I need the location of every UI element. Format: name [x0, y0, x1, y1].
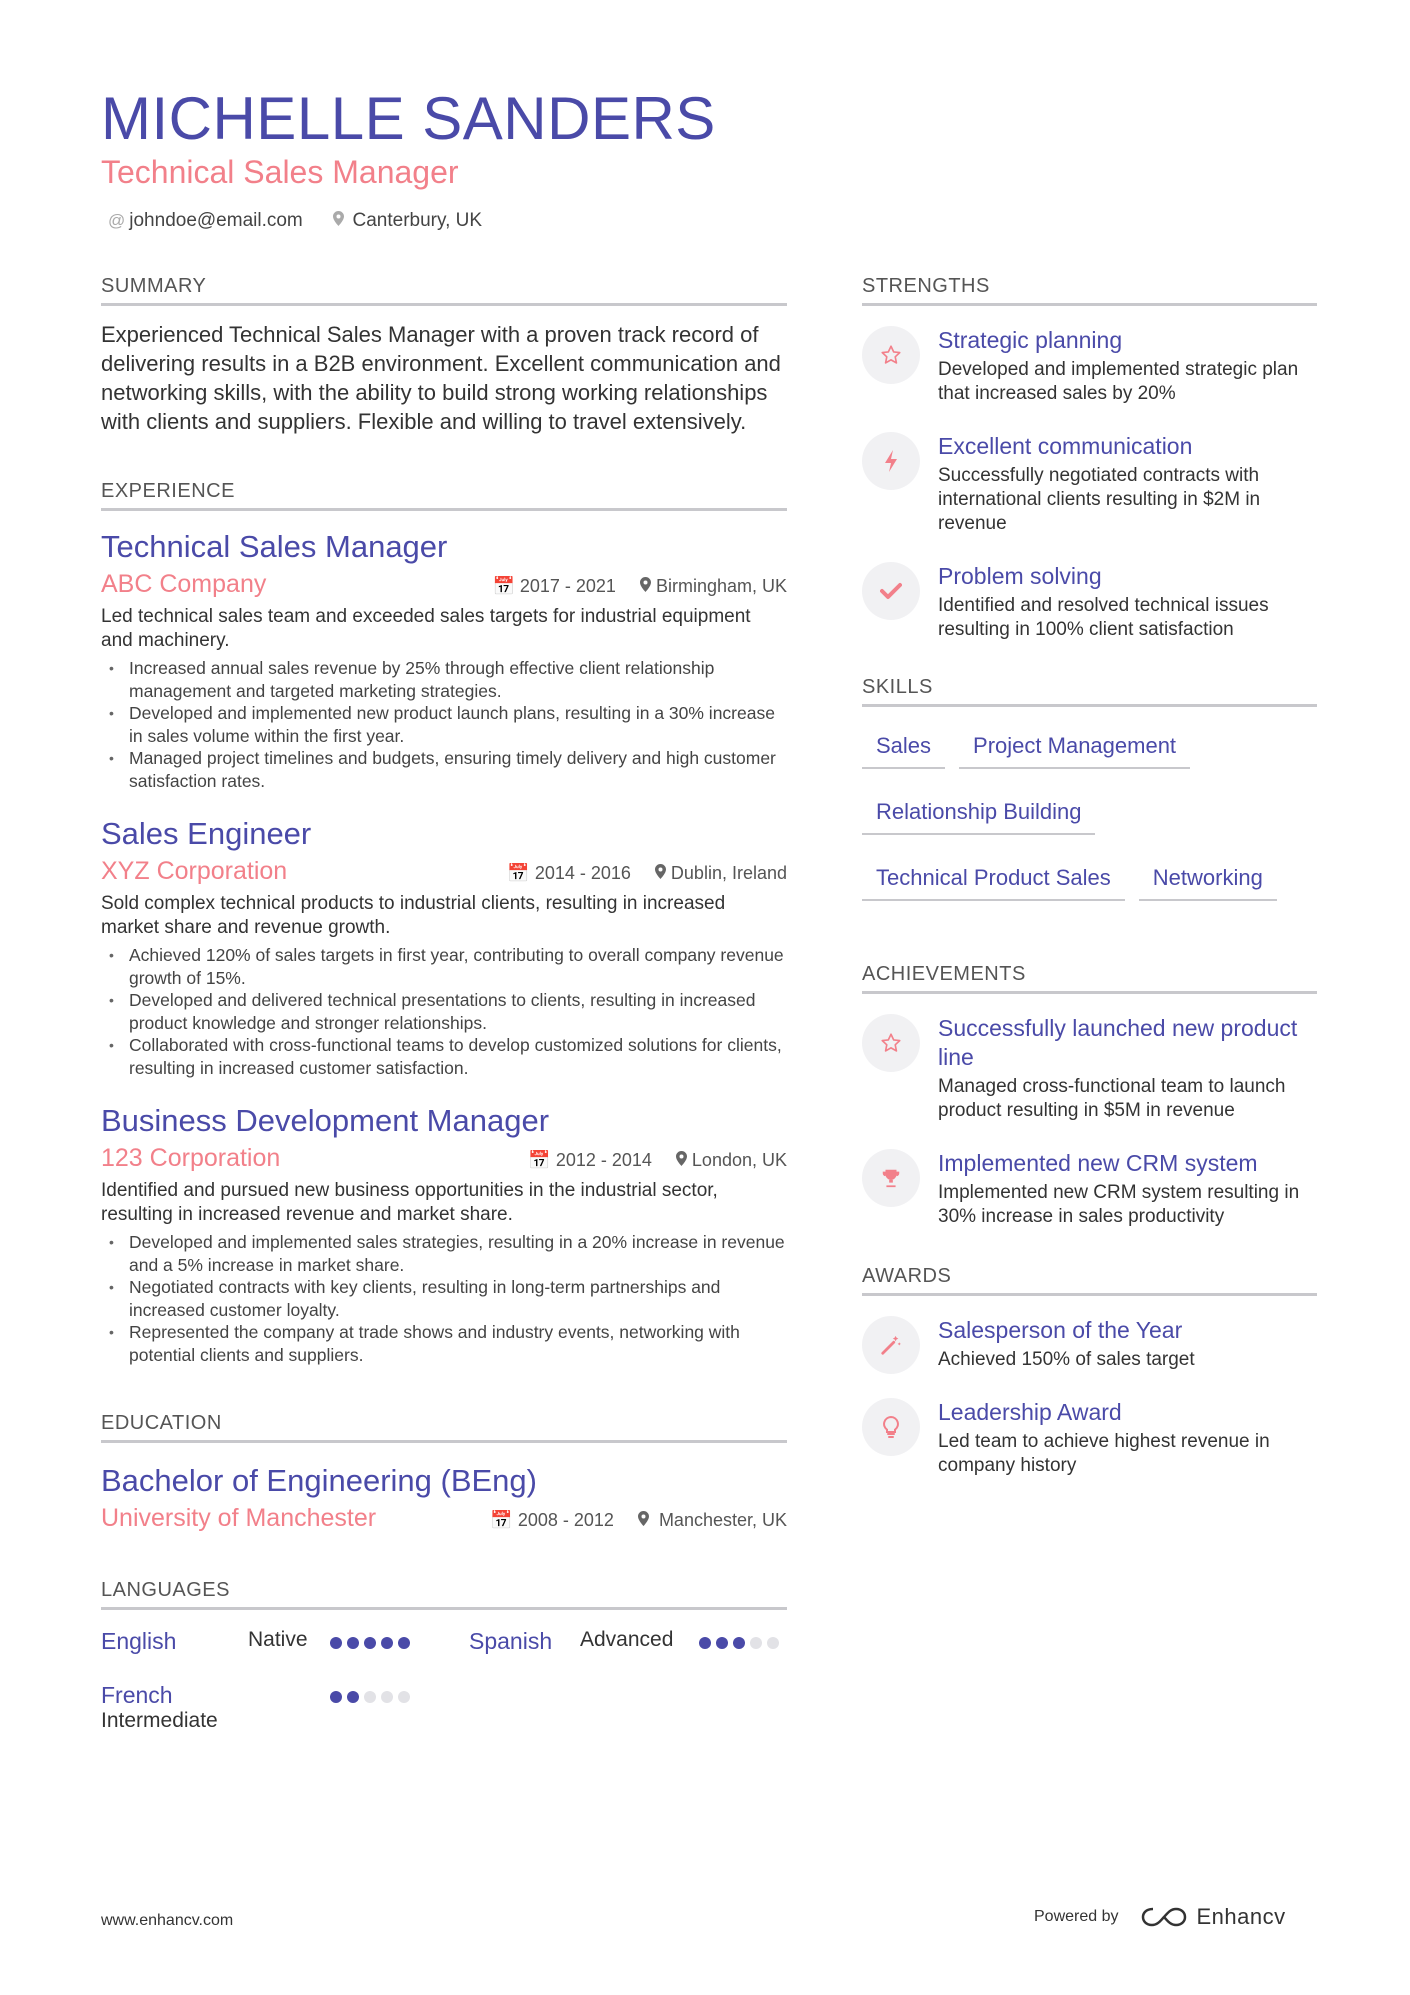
lightbulb-icon: [862, 1398, 920, 1456]
company-name: ABC Company: [101, 570, 267, 598]
job-bullet: • Negotiated contracts with key clients, resulting in long-term partnerships and increased customer loyalty.: [101, 1276, 787, 1321]
item-title: Salesperson of the Year: [938, 1317, 1183, 1343]
summary-section: [101, 275, 787, 436]
strength-list: [862, 326, 1317, 642]
proficiency-dot-filled: [398, 1637, 410, 1649]
item-description: Identified and resolved technical issues resulting in 100% client satisfaction: [938, 595, 1269, 640]
skill-tag: Sales: [862, 731, 945, 769]
job-bullets: [101, 1231, 787, 1366]
location-pin-icon: [640, 576, 651, 596]
item-description: Managed cross-functional team to launch product resulting in $5M in revenue: [938, 1076, 1286, 1121]
language-level-text: Advanced: [580, 1628, 674, 1651]
item-description: Led team to achieve highest revenue in company history: [938, 1431, 1270, 1476]
job-bullets: [101, 944, 787, 1079]
language-level-text: Intermediate: [101, 1709, 218, 1732]
skill-tag: Technical Product Sales: [862, 863, 1125, 901]
proficiency-dot-empty: [381, 1691, 393, 1703]
languages-heading: LANGUAGES: [101, 1579, 787, 1610]
item-title: Strategic planning: [938, 327, 1123, 353]
achievements-section: [862, 963, 1317, 1229]
at-icon: @: [108, 211, 126, 230]
award-item: [862, 1316, 1317, 1372]
location-pin-icon: [333, 211, 349, 230]
calendar-icon: 📅: [490, 1510, 513, 1530]
proficiency-dot-filled: [716, 1637, 728, 1649]
star-icon: [862, 326, 920, 384]
education-section: [101, 1412, 787, 1535]
job-location-text: Birmingham, UK: [655, 576, 787, 596]
company-name: XYZ Corporation: [101, 857, 288, 885]
item-description: Implemented new CRM system resulting in 30% increase in sales productivity: [938, 1182, 1300, 1227]
education-location: [638, 1510, 787, 1531]
proficiency-dot-empty: [750, 1637, 762, 1649]
language-item: [469, 1628, 552, 1655]
location-pin-icon: [676, 1150, 687, 1170]
location-pin-icon: [655, 863, 666, 883]
contact-location: [333, 210, 482, 232]
job-bullet: • Achieved 120% of sales targets in first year, contributing to overall company revenue growth of 15%.: [101, 944, 787, 989]
education-line: [101, 1501, 787, 1535]
enhancv-logo[interactable]: [1141, 1904, 1286, 1930]
job-dates: [528, 1150, 652, 1171]
skills-heading: SKILLS: [862, 676, 1317, 707]
proficiency-dot-empty: [364, 1691, 376, 1703]
job-bullet: • Developed and implemented sales strategies, resulting in a 20% increase in revenue and a 5% increase in market share.: [101, 1231, 787, 1276]
award-item: [862, 1398, 1317, 1478]
contact-info: [108, 210, 482, 232]
item-title: Excellent communication: [938, 433, 1193, 459]
job-entry: [101, 814, 787, 1079]
awards-heading: AWARDS: [862, 1265, 1317, 1296]
achievement-item: [862, 1149, 1317, 1229]
job-company-line: [101, 1141, 787, 1175]
job-location-text: Dublin, Ireland: [670, 863, 787, 883]
language-level-text: Native: [248, 1628, 308, 1651]
proficiency-dot-empty: [398, 1691, 410, 1703]
achievement-item: [862, 1014, 1317, 1123]
proficiency-dot-filled: [330, 1691, 342, 1703]
job-meta: [528, 1150, 787, 1171]
education-location-text: Manchester, UK: [658, 1510, 787, 1530]
job-meta: [507, 863, 787, 884]
job-location: [676, 1150, 787, 1171]
language-item: [101, 1682, 218, 1733]
language-item: [101, 1628, 176, 1655]
right-column: [862, 275, 1317, 1478]
skill-list: [862, 731, 1317, 901]
enhancv-logo-icon: [1141, 1906, 1187, 1928]
calendar-icon: 📅: [492, 576, 515, 596]
magic-wand-icon: [862, 1316, 920, 1374]
education-dates: [490, 1510, 614, 1531]
awards-section: [862, 1265, 1317, 1478]
proficiency-dot-empty: [767, 1637, 779, 1649]
job-description: Identified and pursued new business opportunities in the industrial sector, resulting in increased revenue and market share.: [101, 1180, 718, 1225]
job-bullets: [101, 657, 787, 792]
education-entry: [101, 1461, 787, 1535]
job-dates-text: 2012 - 2014: [555, 1150, 652, 1170]
job-bullet: • Managed project timelines and budgets, ensuring timely delivery and high customer satisfaction rates.: [101, 747, 787, 792]
experience-heading: EXPERIENCE: [101, 480, 787, 511]
job-location: [640, 576, 787, 597]
footer-branding: [1034, 1904, 1286, 1930]
language-proficiency-dots: [699, 1637, 779, 1649]
language-name: Spanish: [469, 1628, 553, 1654]
skill-tag: Networking: [1139, 863, 1277, 901]
language-proficiency-dots: [330, 1691, 410, 1703]
strength-item: [862, 432, 1317, 536]
job-dates-text: 2014 - 2016: [534, 863, 631, 883]
left-column: [101, 275, 787, 1758]
job-title: Business Development Manager: [101, 1103, 550, 1138]
job-dates: [492, 576, 616, 597]
item-description: Developed and implemented strategic plan that increased sales by 20%: [938, 359, 1299, 404]
proficiency-dot-filled: [733, 1637, 745, 1649]
job-title: Sales Engineer: [101, 816, 312, 851]
proficiency-dot-filled: [330, 1637, 342, 1649]
job-bullet: • Developed and delivered technical presentations to clients, resulting in increased product knowledge and stronger relationships.: [101, 989, 787, 1034]
job-entry: [101, 1101, 787, 1366]
email-text: johndoe@email.com: [129, 210, 303, 231]
strengths-section: [862, 275, 1317, 642]
education-meta: [490, 1510, 787, 1531]
job-bullet: • Represented the company at trade shows and industry events, networking with potential clients and suppliers.: [101, 1321, 787, 1366]
job-company-line: [101, 567, 787, 601]
job-description: Sold complex technical products to industrial clients, resulting in increased market share and revenue growth.: [101, 893, 726, 938]
proficiency-dot-filled: [699, 1637, 711, 1649]
job-bullet: • Increased annual sales revenue by 25% through effective client relationship management and targeted marketing strategies.: [101, 657, 787, 702]
languages-section: [101, 1579, 787, 1758]
skills-section: [862, 676, 1317, 901]
job-list: [101, 527, 787, 1366]
language-list: [101, 1628, 787, 1758]
calendar-icon: 📅: [507, 863, 530, 883]
skill-tag: Relationship Building: [862, 797, 1095, 835]
powered-by-text: Powered by: [1034, 1908, 1119, 1925]
language-proficiency-dots: [330, 1637, 410, 1649]
education-dates-text: 2008 - 2012: [517, 1510, 614, 1530]
job-location: [655, 863, 787, 884]
item-title: Successfully launched new product line: [938, 1015, 1298, 1070]
check-icon: [862, 562, 920, 620]
experience-section: [101, 480, 787, 1366]
job-company-line: [101, 854, 787, 888]
item-title: Implemented new CRM system: [938, 1150, 1258, 1176]
calendar-icon: 📅: [528, 1150, 551, 1170]
job-bullet: • Developed and implemented new product launch plans, resulting in a 30% increase in sales volume within the first year.: [101, 702, 787, 747]
language-name: English: [101, 1628, 177, 1654]
contact-email[interactable]: [108, 210, 303, 232]
summary-text: Experienced Technical Sales Manager with a proven track record of delivering results in a B2B environment. Excellent communication and networking skills, with the ability to build strong working relationships with clients and suppliers. Flexible and willing to travel extensively.: [101, 322, 781, 434]
footer-website[interactable]: www.enhancv.com: [101, 1912, 234, 1929]
achievement-list: [862, 1014, 1317, 1229]
trophy-icon: [862, 1149, 920, 1207]
location-pin-icon: [638, 1510, 654, 1530]
candidate-title: Technical Sales Manager: [101, 154, 459, 190]
job-dates-text: 2017 - 2021: [519, 576, 616, 596]
proficiency-dot-filled: [364, 1637, 376, 1649]
item-title: Leadership Award: [938, 1399, 1122, 1425]
star-icon: [862, 1014, 920, 1072]
item-description: Successfully negotiated contracts with international clients resulting in $2M in revenue: [938, 465, 1261, 534]
school-name: University of Manchester: [101, 1504, 377, 1532]
language-name: French: [101, 1682, 173, 1708]
job-dates: [507, 863, 631, 884]
summary-heading: SUMMARY: [101, 275, 787, 306]
award-list: [862, 1316, 1317, 1478]
job-meta: [492, 576, 787, 597]
candidate-name: MICHELLE SANDERS: [101, 85, 716, 152]
achievements-heading: ACHIEVEMENTS: [862, 963, 1317, 994]
job-bullet: • Collaborated with cross-functional teams to develop customized solutions for clients, resulting in increased customer satisfaction.: [101, 1034, 787, 1079]
proficiency-dot-filled: [381, 1637, 393, 1649]
lightning-icon: [862, 432, 920, 490]
skill-tag: Project Management: [959, 731, 1190, 769]
item-description: Achieved 150% of sales target: [938, 1349, 1195, 1370]
proficiency-dot-filled: [347, 1637, 359, 1649]
job-description: Led technical sales team and exceeded sales targets for industrial equipment and machinery.: [101, 606, 751, 651]
degree-title: Bachelor of Engineering (BEng): [101, 1463, 537, 1498]
location-text: Canterbury, UK: [352, 210, 483, 231]
language-level: [580, 1628, 673, 1652]
job-location-text: London, UK: [691, 1150, 787, 1170]
language-level: [248, 1628, 308, 1652]
job-title: Technical Sales Manager: [101, 529, 448, 564]
strength-item: [862, 562, 1317, 642]
job-entry: [101, 527, 787, 792]
item-title: Problem solving: [938, 563, 1102, 589]
proficiency-dot-filled: [347, 1691, 359, 1703]
company-name: 123 Corporation: [101, 1144, 281, 1172]
brand-name: Enhancv: [1196, 1904, 1286, 1929]
education-heading: EDUCATION: [101, 1412, 787, 1443]
strength-item: [862, 326, 1317, 406]
strengths-heading: STRENGTHS: [862, 275, 1317, 306]
